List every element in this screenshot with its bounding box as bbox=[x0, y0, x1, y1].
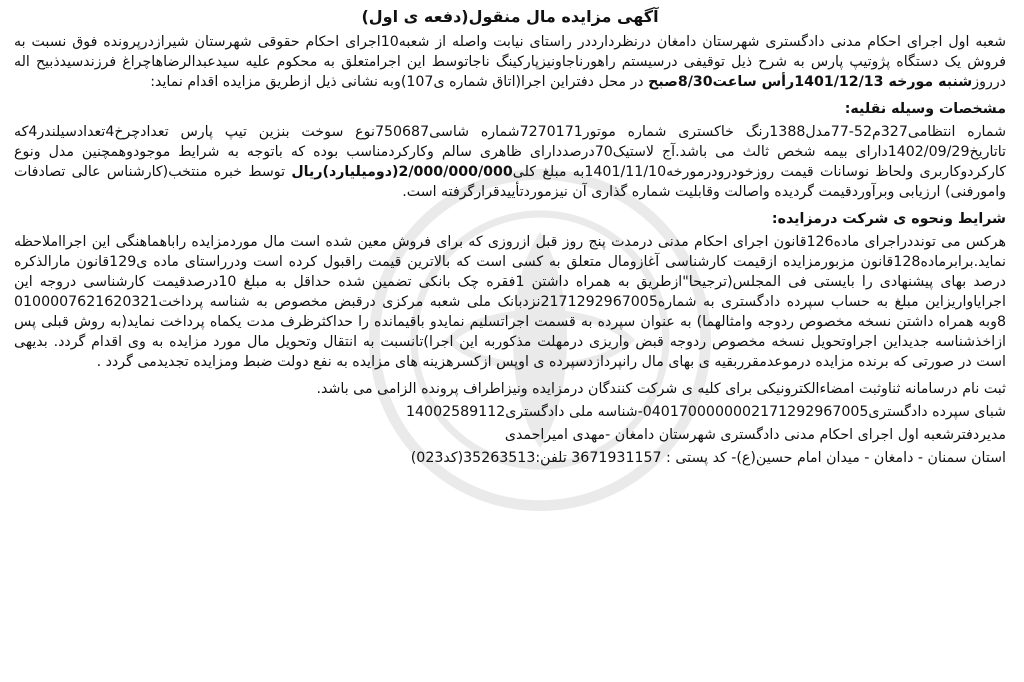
conditions-paragraph: هرکس می تونددراجرای ماده126قانون اجرای احکام مدنی درمدت پنج روز قبل ازروزی که برای فروش معین شده است مال موردمزایده راباهماهنگی این اجرااملاحظه نماید.برابرماده128قانون مزبورمزایده ازقیمت کارشناسی آغازومال متعلق به کسی است که بالاترین قیمت راقبول کرده است ودرراستای ماده ی129قانون مارالذکره درصد بهای پیشنهادی را بایستی فی المجلس(ترجیحا"ازطریق به همراه داشتن 1فقره چک بانکی تضمین شده حداقل به مبلغ 10درصدقیمت کارشناسی دروجه این اجرایاواریزاین مبلغ به حساب سپرده دادگستری به شماره2171292967005نزدبانک ملی شعبه مرکزی درقبض مخصوص به شناسه پرداخت0100007621620321 8وبه همراه داشتن نسخه مخصوص ردوجه وامثالهما) به عنوان سپرده به قسمت اجراتسلیم نمایدو باقیمانده را حداکثرظرف مدت یکماه پرداخت نماید(به روش قبلی پس ازاخذشناسه جدیداین اجراوتحویل نسخه مخصوص ردوجه قبض واریزی درمهلت مذکوربه این اجرا)تانسبت به انتقال وتحویل مال مورد مزایده به وی اقدام گردد. بدیهی است در صورتی که برنده مزایده درموعدمقرربقیه ی بهای مال رانپردازدسپرده ی اوپس ازکسرهزینه های مزایده به نفع دولت ضبط ومزایده تجدیدمی گردد . bbox=[14, 234, 1007, 370]
vehicle-specs-paragraph bbox=[14, 122, 1006, 202]
intro-text-1: شعبه اول اجرای احکام مدنی دادگستری شهرستان دامغان درنظردارددر راستای نیابت واصله از شعبه10اجرای احکام حقوقی شهرستان شیرازدرپرونده فوق نسبت به فروش یک دستگاه پژوتیپ پارس به شرح ذیل توقیفی درسیستم راهورناجاونیزپارکینگ ناجاتوسط این اجرامتعلق به محکوم علیه سیدعبدالرضاهاچراغ فرزندسیدذبیح اله درروز bbox=[14, 34, 1006, 90]
vehicle-specs-text-2: توسط خبره منتخب(کارشناس عالی تصادفات وامورفنی) ارزیابی وبرآوردقیمت گردیده واصالت وقابلیت شماره گذاری آن نیزموردتأییدقرارگرفته است. bbox=[14, 164, 1006, 200]
appraised-value: 2/000/000/000(دومیلیارد)ریال bbox=[291, 164, 513, 180]
auction-date-time: شنبه مورخه 1401/12/13رأس ساعت8/30صبح bbox=[648, 74, 973, 90]
intro-text-2: در محل دفتراین اجرا(اتاق شماره ی107)وبه نشانی ذیل ازطریق مزایده اقدام نماید: bbox=[150, 74, 649, 90]
deposit-account-info: شبای سپرده دادگستری0401700000002171292967005-شناسه ملی دادگستری14002589112 bbox=[406, 404, 1006, 420]
office-address: استان سمنان - دامغان - میدان امام حسین(ع)- کد پستی : 3671931157 تلفن:35263513(کد023) bbox=[410, 450, 1006, 466]
office-manager-signature: مدیردفترشعبه اول اجرای احکام مدنی دادگستری شهرستان دامغان -مهدی امیراحمدی bbox=[504, 427, 1006, 443]
vehicle-specs-heading: مشخصات وسیله نقلیه: bbox=[844, 101, 1006, 117]
conditions-heading: شرایط ونحوه ی شرکت درمزایده: bbox=[771, 211, 1006, 227]
vehicle-specs-text-1: شماره انتظامی327م52-77مدل1388رنگ خاکستری شماره موتور7270171شماره شاسی750687نوع سوخت بنزین تیپ پارس تعدادچرخ4تعدادسیلندر4که تاتاریخ1402/09/29دارای بیمه شخص ثالث می باشد.آج لاستیک70درصددارای ظاهری سالم وکارکردمناسب بوده که باتوجه به شرایط موجودوهمچنین مدل ونوع کارکردوکاربری ولحاظ نوسانات قیمت روزخودرودرمورخه1401/11/10به مبلغ کلی bbox=[14, 124, 1007, 180]
notice-title: آگهی مزایده مال منقول(دفعه ی اول) bbox=[361, 7, 659, 26]
intro-paragraph bbox=[14, 32, 1006, 92]
registration-notice: ثبت نام درسامانه ثناوثبت امضاءالکترونیکی برای کلیه ی شرکت کنندگان درمزایده ونیزاطراف پرونده الزامی می باشد. bbox=[316, 381, 1006, 397]
